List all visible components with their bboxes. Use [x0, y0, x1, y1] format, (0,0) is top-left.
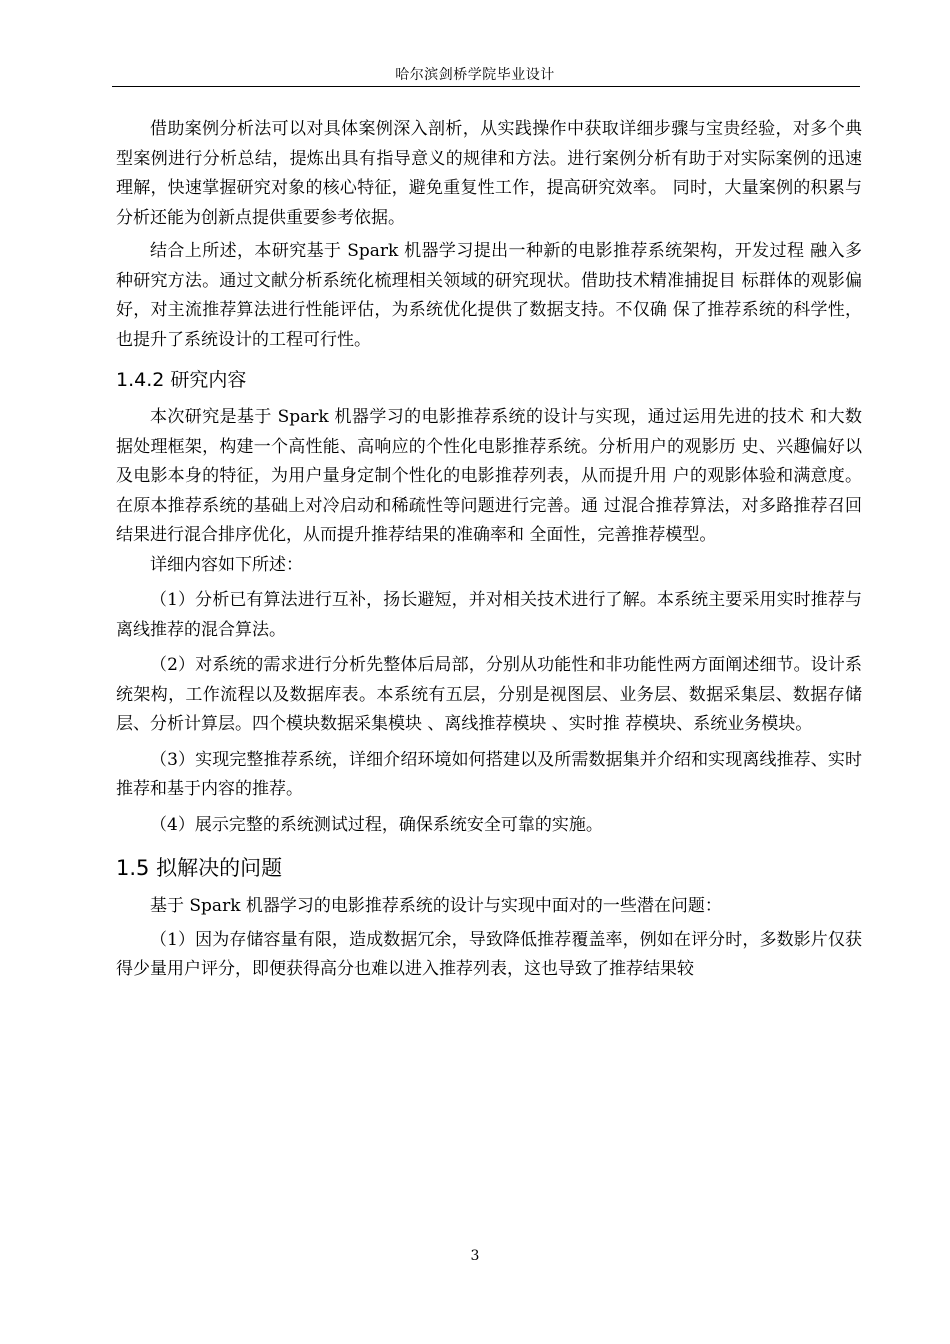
paragraph-details-lead: 详细内容如下所述： — [150, 554, 303, 575]
section-heading-1-5: 1.5 拟解决的问题 — [116, 856, 283, 880]
page-body — [116, 115, 862, 985]
problem-item-1: （1）因为存储容量有限，造成数据冗余，导致降低推荐覆盖率，例如在评分时，多数影片仅获得少量用户评分，即便获得高分也难以进入推荐列表，这也导致了推荐结果较 — [116, 929, 862, 979]
paragraph-case-analysis: 借助案例分析法可以对具体案例深入剖析，从实践操作中获取详细步骤与宝贵经验，对多个典型案例进行分析总结，提炼出具有指导意义的规律和方法。进行案例分析有助于对实际案例的迅速理解，快速掌握研究对象的核心特征，避免重复性工作，提高研究效率。 同时，大量案例的积累与分析还能为创新点提供重要参考依据。 — [116, 119, 862, 228]
page-header-title: 哈尔滨剑桥学院毕业设计 — [395, 67, 555, 83]
header-divider — [112, 86, 860, 87]
list-item-1: （1）分析已有算法进行互补，扬长避短，并对相关技术进行了解。本系统主要采用实时推荐与离线推荐的混合算法。 — [116, 590, 862, 640]
paragraph-summary: 结合上所述，本研究基于 Spark 机器学习提出一种新的电影推荐系统架构，开发过程 融入多种研究方法。通过文献分析系统化梳理相关领域的研究现状。借助技术精准捕捉目 标群体的观影偏好，对主流推荐算法进行性能评估，为系统优化提供了数据支持。不仅确 保了推荐系统的科学性，也提升了系统设计的工程可行性。 — [116, 241, 862, 350]
section-heading-1-4-2: 1.4.2 研究内容 — [116, 369, 247, 391]
paragraph-research-intro: 本次研究是基于 Spark 机器学习的电影推荐系统的设计与实现，通过运用先进的技术 和大数据处理框架，构建一个高性能、高响应的个性化电影推荐系统。分析用户的观影历 史、兴趣偏好以及电影本身的特征，为用户量身定制个性化的电影推荐列表，从而提升用 户的观影体验和满意度。在原本推荐系统的基础上对冷启动和稀疏性等问题进行完善。通 过混合推荐算法，对多路推荐召回结果进行混合排序优化，从而提升推荐结果的准确率和 全面性，完善推荐模型。 — [116, 407, 862, 545]
paragraph-problems-intro: 基于 Spark 机器学习的电影推荐系统的设计与实现中面对的一些潜在问题： — [150, 896, 722, 916]
page-number: 3 — [470, 1248, 480, 1264]
list-item-3: （3）实现完整推荐系统，详细介绍环境如何搭建以及所需数据集并介绍和实现离线推荐、实时推荐和基于内容的推荐。 — [116, 749, 862, 799]
list-item-4: （4）展示完整的系统测试过程，确保系统安全可靠的实施。 — [150, 814, 603, 835]
list-item-2: （2）对系统的需求进行分析先整体后局部，分别从功能性和非功能性两方面阐述细节。设计系统架构，工作流程以及数据库表。本系统有五层，分别是视图层、业务层、数据采集层、数据存储层、分析计算层。四个模块数据采集模块 、离线推荐模块 、实时推 荐模块、系统业务模块。 — [116, 655, 862, 734]
